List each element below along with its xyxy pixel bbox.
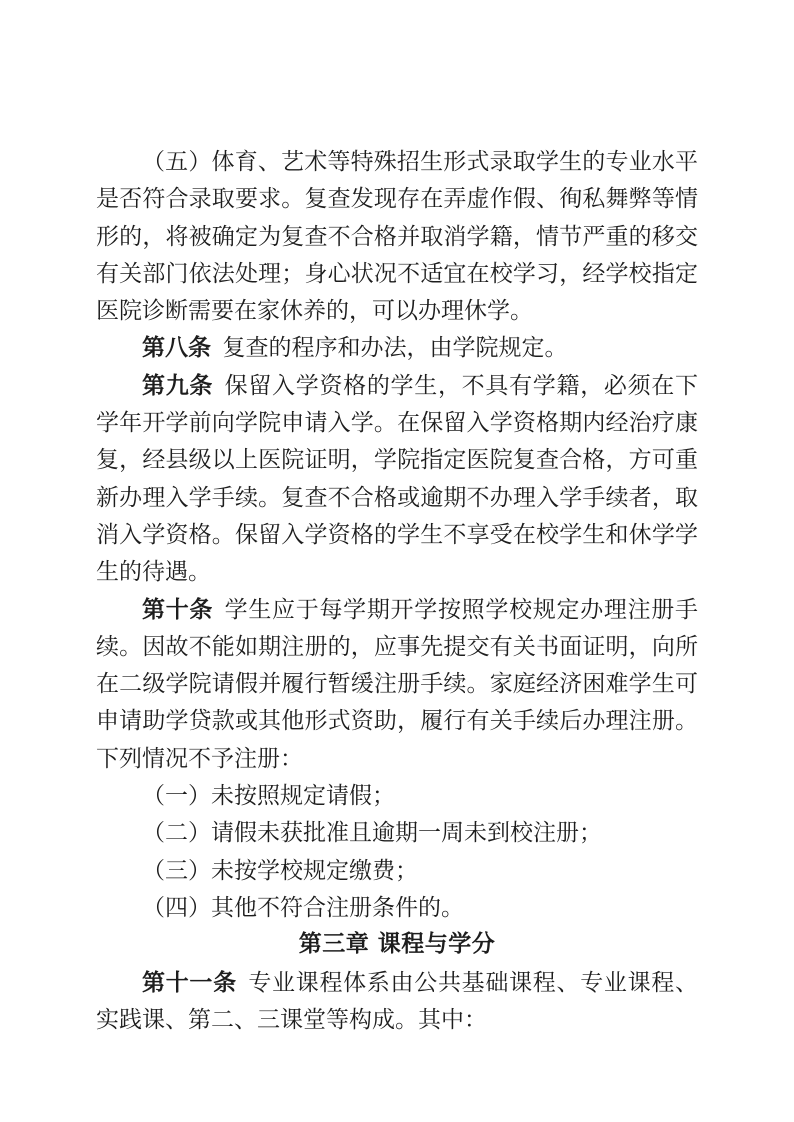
- article-10-text: 学生应于每学期开学按照学校规定办理注册手续。因故不能如期注册的，应事先提交有关书面证明，向所在二级学院请假并履行暂缓注册手续。家庭经济困难学生可申请助学贷款或其他形式资助，履行有关手续后办理注册。下列情况不予注册：: [96, 596, 699, 771]
- list-item-text: （四）其他不符合注册条件的。: [142, 894, 464, 920]
- paragraph-article-9: [96, 367, 698, 591]
- list-item-text: （二）请假未获批准且逾期一周未到校注册；: [142, 820, 602, 846]
- article-11-text: 专业课程体系由公共基础课程、专业课程、实践课、第二、三课堂等构成。其中：: [96, 969, 699, 1032]
- article-10-label: 第十条: [142, 596, 214, 622]
- list-item-exclusion-2: [96, 814, 698, 851]
- chapter-heading: 第三章 课程与学分: [298, 931, 496, 958]
- paragraph-article-8: [96, 329, 698, 366]
- article-8-text: 复查的程序和办法，由学院规定。: [222, 335, 568, 361]
- paragraph-text: （五）体育、艺术等特殊招生形式录取学生的专业水平是否符合录取要求。复查发现存在弄虚作假、徇私舞弊等情形的，将被确定为复查不合格并取消学籍，情节严重的移交有关部门依法处理；身心状况不适宜在校学习，经学校指定医院诊断需要在家休养的，可以办理休学。: [96, 149, 698, 324]
- paragraph-article-10: [96, 591, 698, 777]
- article-9-text: 保留入学资格的学生，不具有学籍，必须在下学年开学前向学院申请入学。在保留入学资格期内经治疗康复，经县级以上医院证明，学院指定医院复查合格，方可重新办理入学手续。复查不合格或逾期不办理入学手续者，取消入学资格。保留入学资格的学生不享受在校学生和休学学生的待遇。: [96, 372, 699, 585]
- list-item-text: （一）未按照规定请假；: [142, 783, 395, 809]
- article-8-label: 第八条: [142, 335, 211, 361]
- list-item-exclusion-4: [96, 889, 698, 926]
- paragraph-article-11: [96, 964, 698, 1039]
- list-item-exclusion-1: [96, 777, 698, 814]
- document-body: [96, 143, 698, 1038]
- list-item-text: （三）未按学校规定缴费；: [142, 857, 418, 883]
- paragraph-item-5: [96, 143, 698, 329]
- article-11-label: 第十一条: [142, 969, 237, 995]
- article-9-label: 第九条: [142, 372, 214, 398]
- list-item-exclusion-3: [96, 852, 698, 889]
